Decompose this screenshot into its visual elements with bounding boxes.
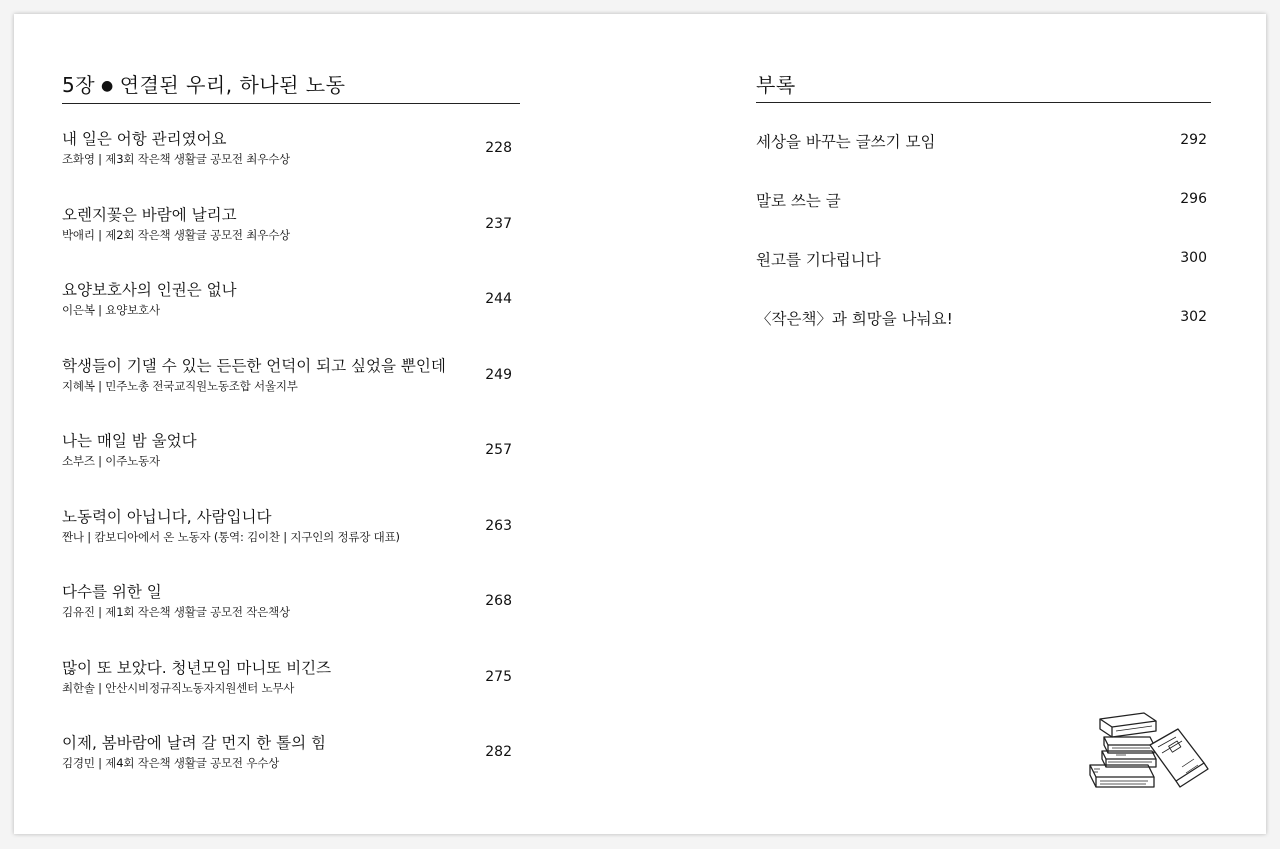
appendix-heading: 부록 xyxy=(756,72,1211,103)
entry-page-number: 282 xyxy=(485,744,512,760)
entry-title: 원고를 기다립니다 xyxy=(756,251,881,269)
entry-title: 학생들이 기댈 수 있는 든든한 언덕이 되고 싶었을 뿐인데 xyxy=(62,356,446,375)
toc-entry[interactable] xyxy=(62,732,520,808)
entry-page-number: 237 xyxy=(485,215,512,232)
toc-entry[interactable] xyxy=(62,355,520,431)
entry-title: 세상을 바꾸는 글쓰기 모임 xyxy=(756,133,936,151)
entry-title: 다수를 위한 일 xyxy=(62,583,162,601)
appendix-entry[interactable] xyxy=(756,182,1211,241)
stacked-books-icon xyxy=(1086,707,1210,803)
appendix-list xyxy=(756,123,1211,359)
bullet-icon: ● xyxy=(101,78,114,94)
entry-author: 지혜복 | 민주노총 전국교직원노동조합 서울지부 xyxy=(62,378,298,393)
entry-title: 내 일은 어항 관리였어요 xyxy=(62,130,227,148)
left-page xyxy=(62,72,520,808)
toc-entry[interactable] xyxy=(62,430,520,506)
entry-title: 이제, 봄바람에 날려 갈 먼지 한 톨의 힘 xyxy=(62,734,327,752)
book-spread xyxy=(14,14,1266,834)
toc-entry[interactable] xyxy=(62,581,520,657)
entry-page-number: 263 xyxy=(485,517,512,534)
toc-entry[interactable] xyxy=(62,657,520,733)
entry-title: 노동력이 아닙니다, 사람입니다 xyxy=(62,507,272,526)
entry-page-number: 249 xyxy=(485,366,512,383)
entry-author: 김경민 | 제4회 작은책 생활글 공모전 우수상 xyxy=(62,756,279,770)
appendix-entry[interactable] xyxy=(756,300,1211,359)
toc-entry[interactable] xyxy=(62,204,520,280)
entry-author: 이은복 | 요양보호사 xyxy=(62,303,160,317)
entry-author: 김유진 | 제1회 작은책 생활글 공모전 작은책상 xyxy=(62,605,290,619)
entry-title: 오렌지꽃은 바람에 날리고 xyxy=(62,205,237,224)
chapter-number: 5장 xyxy=(62,73,96,97)
entry-page-number: 292 xyxy=(1180,132,1207,148)
entry-page-number: 300 xyxy=(1180,250,1207,266)
entry-page-number: 296 xyxy=(1180,191,1207,207)
entry-title: 말로 쓰는 글 xyxy=(756,192,841,210)
toc-list xyxy=(62,128,520,808)
right-page xyxy=(756,72,1211,359)
entry-author: 소부즈 | 이주노동자 xyxy=(62,454,160,468)
chapter-subtitle: 연결된 우리, 하나된 노동 xyxy=(119,73,346,97)
chapter-heading xyxy=(62,72,520,104)
appendix-entry[interactable] xyxy=(756,241,1211,300)
entry-author: 조화영 | 제3회 작은책 생활글 공모전 최우수상 xyxy=(62,152,290,166)
entry-title: 나는 매일 밤 울었다 xyxy=(62,432,197,450)
entry-page-number: 244 xyxy=(485,291,512,307)
toc-entry[interactable] xyxy=(62,128,520,204)
entry-page-number: 302 xyxy=(1180,309,1207,325)
entry-title: 요양보호사의 인권은 없나 xyxy=(62,281,237,299)
entry-page-number: 268 xyxy=(485,593,512,609)
entry-page-number: 275 xyxy=(485,668,512,685)
entry-author: 최한솔 | 안산시비정규직노동자지원센터 노무사 xyxy=(62,680,295,695)
entry-title: 많이 또 보았다. 청년모임 마니또 비긴즈 xyxy=(62,658,332,677)
toc-entry[interactable] xyxy=(62,279,520,355)
entry-page-number: 257 xyxy=(485,442,512,458)
entry-page-number: 228 xyxy=(485,140,512,156)
appendix-entry[interactable] xyxy=(756,123,1211,182)
entry-author: 짠나 | 캄보디아에서 온 노동자 (통역: 김이찬 | 지구인의 정류장 대표) xyxy=(62,529,400,544)
entry-author: 박애리 | 제2회 작은책 생활글 공모전 최우수상 xyxy=(62,227,290,242)
entry-title: 〈작은책〉과 희망을 나눠요! xyxy=(756,310,953,328)
toc-entry[interactable] xyxy=(62,506,520,582)
